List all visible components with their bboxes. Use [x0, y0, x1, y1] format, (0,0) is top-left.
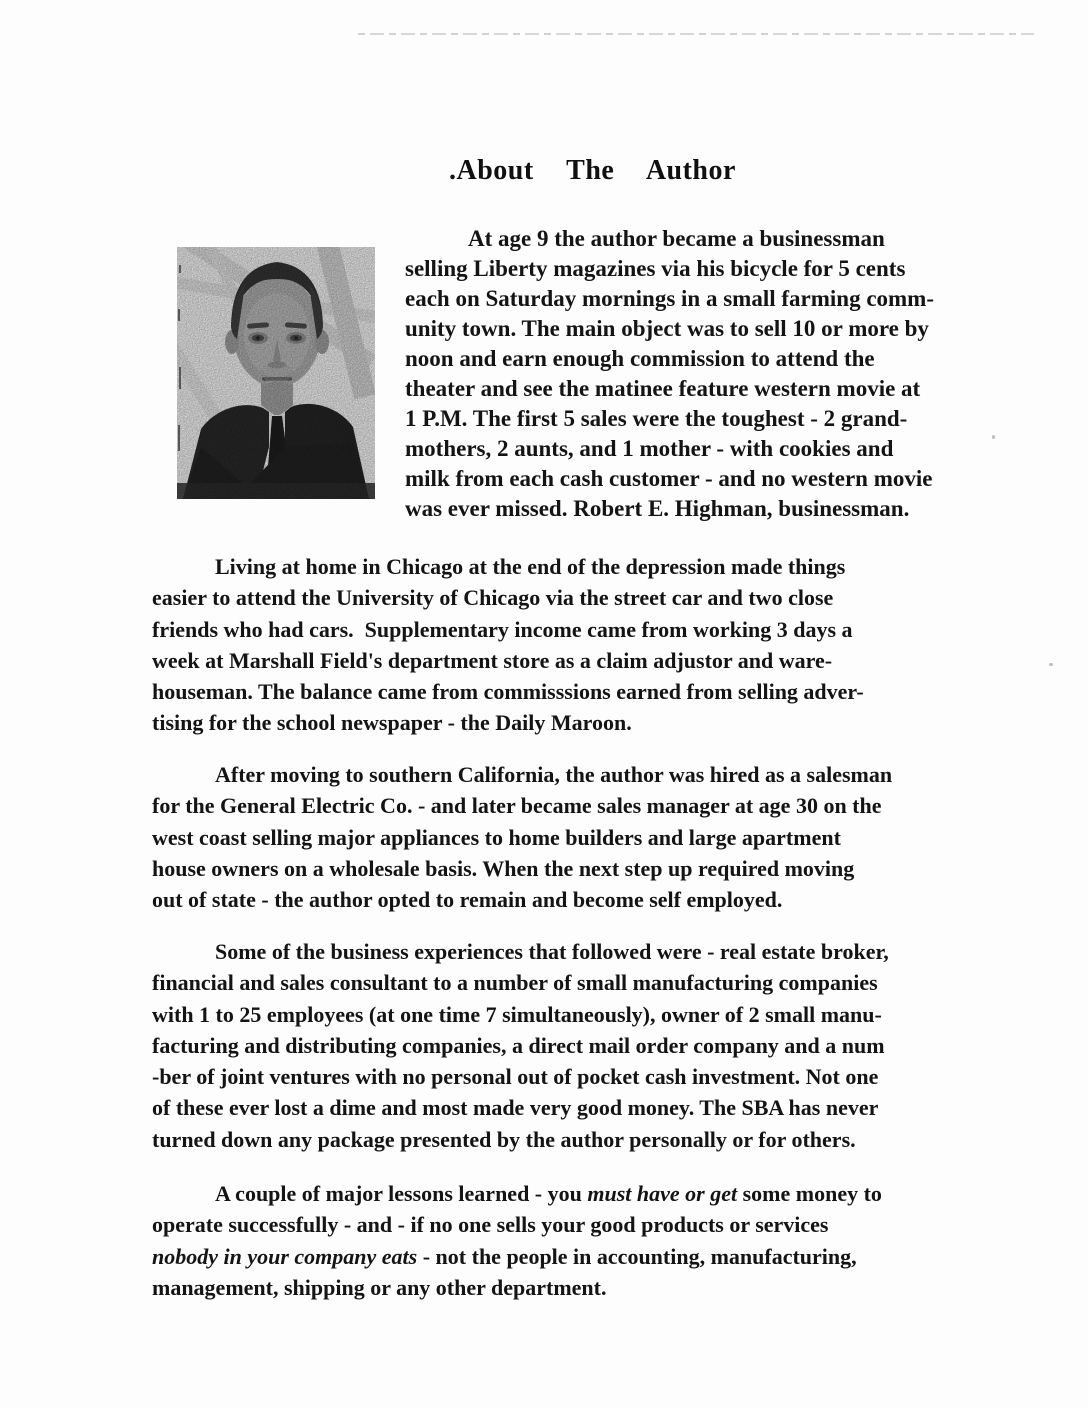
- text-line: [152, 1124, 889, 1155]
- text-line: [152, 999, 889, 1030]
- text-segment: west coast selling major appliances to home builders and large apartment: [152, 824, 841, 850]
- text-line: [405, 464, 934, 494]
- text-segment: Some of the business experiences that followed were - real estate broker,: [215, 939, 889, 964]
- text-segment: houseman. The balance came from commisssions earned from selling adver-: [152, 679, 864, 705]
- text-line: [405, 494, 934, 524]
- text-line: [152, 707, 864, 738]
- text-line: [152, 614, 864, 645]
- text-segment: some money to: [737, 1181, 882, 1206]
- text-line: [152, 936, 889, 967]
- text-line: [152, 645, 864, 676]
- text-line: [152, 853, 892, 884]
- text-line: [405, 254, 934, 284]
- text-segment: facturing and distributing companies, a direct mail order company and a num: [152, 1032, 885, 1058]
- text-segment: was ever missed. Robert E. Highman, businessman.: [405, 496, 910, 521]
- text-line: [152, 1178, 882, 1209]
- text-line: [152, 884, 892, 915]
- text-segment: - not the people in accounting, manufacturing,: [417, 1243, 857, 1269]
- text-line: [152, 1241, 882, 1272]
- text-segment: unity town. The main object was to sell 10 or more by: [405, 316, 929, 341]
- text-segment: theater and see the matinee feature western movie at: [405, 376, 921, 401]
- text-segment: milk from each cash customer - and no western movie: [405, 466, 933, 491]
- paragraph-lessons: [152, 1178, 882, 1303]
- text-segment: friends who had cars. Supplementary income came from working 3 days a: [152, 616, 853, 642]
- paragraph-bio-intro: [405, 224, 934, 524]
- text-segment: 1 P.M. The first 5 sales were the toughest - 2 grand-: [405, 406, 908, 431]
- text-line: [152, 967, 889, 998]
- text-line: [405, 344, 934, 374]
- text-segment: easier to attend the University of Chicago via the street car and two close: [152, 585, 834, 611]
- text-line: [152, 1061, 889, 1092]
- text-line: [405, 224, 934, 254]
- text-line: [152, 790, 892, 821]
- scan-speck: [1049, 663, 1053, 666]
- text-line: [152, 822, 892, 853]
- emphasized-text: nobody in your company eats: [152, 1243, 418, 1269]
- text-segment: Living at home in Chicago at the end of the depression made things: [215, 554, 846, 579]
- text-line: [405, 404, 934, 434]
- text-segment: week at Marshall Field's department store as a claim adjustor and ware-: [152, 647, 833, 673]
- text-segment: out of state - the author opted to remain and become self employed.: [152, 887, 783, 913]
- emphasized-text: must have or get: [587, 1181, 738, 1206]
- text-segment: operate successfully - and - if no one sells your good products or services: [152, 1212, 829, 1238]
- text-segment: selling Liberty magazines via his bicycle for 5 cents: [405, 256, 906, 281]
- text-segment: tising for the school newspaper - the Daily Maroon.: [152, 710, 632, 736]
- text-line: [152, 676, 864, 707]
- text-line: [152, 759, 892, 790]
- paragraph-business: [152, 936, 889, 1155]
- paragraph-chicago: [152, 551, 864, 739]
- text-line: [152, 1092, 889, 1123]
- text-line: [152, 1030, 889, 1061]
- paragraph-california: [152, 759, 892, 915]
- text-segment: for the General Electric Co. - and later became sales manager at age 30 on the: [152, 793, 882, 819]
- text-segment: mothers, 2 aunts, and 1 mother - with cookies and: [405, 436, 894, 461]
- scan-artifact-line: [358, 33, 1034, 35]
- text-line: [152, 1209, 882, 1240]
- text-segment: noon and earn enough commission to attend the: [405, 346, 875, 371]
- text-line: [405, 434, 934, 464]
- text-segment: each on Saturday mornings in a small farming comm-: [405, 286, 934, 311]
- text-line: [152, 582, 864, 613]
- text-segment: At age 9 the author became a businessman: [468, 226, 885, 251]
- text-line: [152, 551, 864, 582]
- author-photo: [177, 247, 375, 499]
- text-segment: house owners on a wholesale basis. When the next step up required moving: [152, 855, 855, 881]
- text-segment: management, shipping or any other department.: [152, 1274, 607, 1300]
- text-segment: After moving to southern California, the author was hired as a salesman: [215, 762, 893, 787]
- text-segment: -ber of joint ventures with no personal out of pocket cash investment. Not one: [152, 1064, 879, 1090]
- page-title: .About The Author: [449, 155, 736, 186]
- text-line: [405, 284, 934, 314]
- text-segment: financial and sales consultant to a number of small manufacturing companies: [152, 970, 878, 996]
- text-segment: with 1 to 25 employees (at one time 7 simultaneously), owner of 2 small manu-: [152, 1001, 882, 1027]
- text-segment: turned down any package presented by the author personally or for others.: [152, 1126, 856, 1152]
- text-line: [405, 314, 934, 344]
- text-line: [405, 374, 934, 404]
- text-segment: of these ever lost a dime and most made very good money. The SBA has never: [152, 1095, 879, 1121]
- scan-speck: [992, 435, 995, 439]
- text-line: [152, 1272, 882, 1303]
- text-segment: A couple of major lessons learned - you: [215, 1181, 588, 1206]
